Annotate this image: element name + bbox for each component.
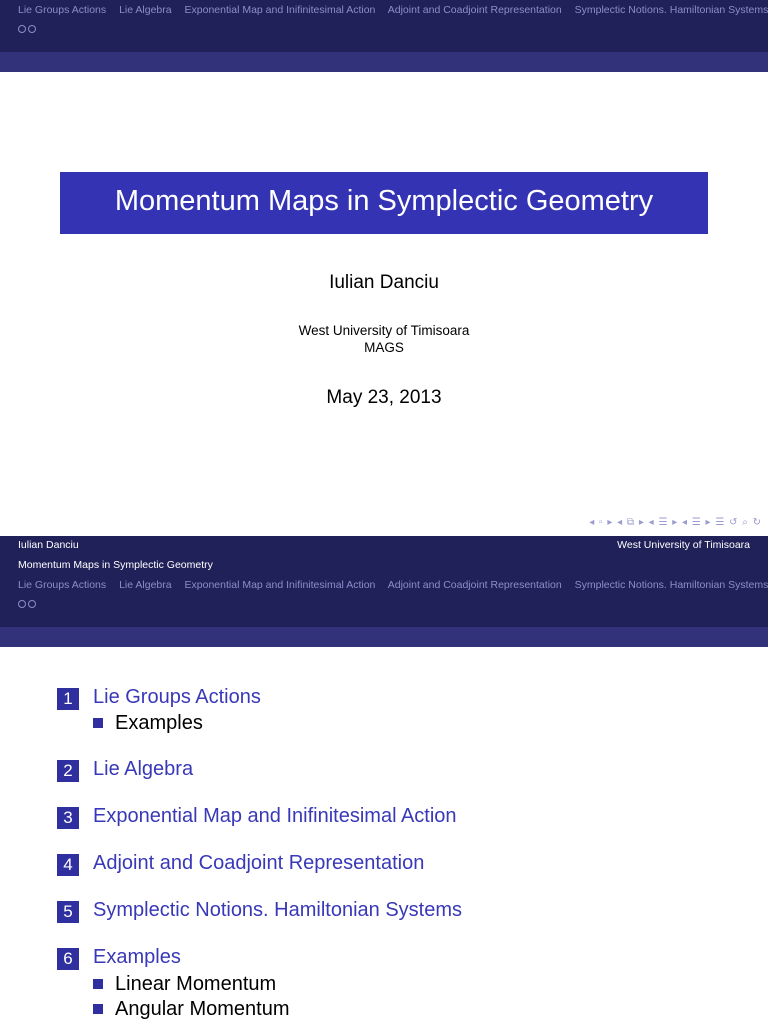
footer-title: Momentum Maps in Symplectic Geometry bbox=[18, 559, 213, 571]
footer-institution: West University of Timisoara bbox=[617, 539, 750, 551]
date: May 23, 2013 bbox=[326, 387, 442, 408]
slide-title: Momentum Maps in Symplectic Geometry bbox=[60, 172, 708, 234]
bullet-square-icon bbox=[93, 1004, 103, 1014]
nav-section-4[interactable]: Adjoint and Coadjoint Representation bbox=[387, 579, 562, 591]
toc-number: 2 bbox=[57, 760, 79, 782]
author: Iulian Danciu bbox=[329, 272, 439, 293]
footer-bar bbox=[0, 536, 768, 555]
nav-section-3[interactable]: Exponential Map and Inifinitesimal Action bbox=[184, 4, 376, 16]
bullet-square-icon bbox=[93, 979, 103, 989]
frame-dots[interactable] bbox=[18, 20, 42, 28]
slide2-nav-bar bbox=[0, 555, 768, 627]
toc-item-exponential-map[interactable]: Exponential Map and Inifinitesimal Action bbox=[93, 805, 457, 827]
toc-number: 5 bbox=[57, 901, 79, 923]
toc-subitem-linear-momentum[interactable] bbox=[93, 973, 276, 996]
toc-item-symplectic[interactable]: Symplectic Notions. Hamiltonian Systems bbox=[93, 899, 463, 921]
group: MAGS bbox=[364, 340, 404, 355]
section-nav bbox=[18, 4, 768, 16]
toc-subitem-examples[interactable] bbox=[93, 712, 203, 735]
slide2-header-band bbox=[0, 627, 768, 647]
beamer-navigation-symbols[interactable]: ◂ ▫ ▸ ◂ ⧉ ▸ ◂ ☰ ▸ ◂ ☰ ▸ ☰ ↺ ⌕ ↻ bbox=[589, 517, 762, 528]
bullet-square-icon bbox=[93, 718, 103, 728]
toc-subitem-label: Examples bbox=[115, 712, 203, 734]
toc-item-lie-groups-actions[interactable]: Lie Groups Actions bbox=[93, 686, 261, 708]
nav-section-5[interactable]: Symplectic Notions. Hamiltonian Systems bbox=[574, 4, 768, 16]
toc-number: 3 bbox=[57, 807, 79, 829]
toc-item-adjoint[interactable]: Adjoint and Coadjoint Representation bbox=[93, 852, 425, 874]
nav-section-2[interactable]: Lie Algebra bbox=[119, 579, 172, 591]
toc-number: 4 bbox=[57, 854, 79, 876]
toc-subitem-label: Angular Momentum bbox=[115, 998, 290, 1020]
toc-subitem-label: Linear Momentum bbox=[115, 973, 277, 995]
toc-number: 1 bbox=[57, 688, 79, 710]
section-nav-2 bbox=[18, 579, 768, 591]
toc-item-lie-algebra[interactable]: Lie Algebra bbox=[93, 758, 194, 780]
nav-section-5[interactable]: Symplectic Notions. Hamiltonian Systems bbox=[574, 579, 768, 591]
institution: West University of Timisoara bbox=[298, 323, 470, 338]
nav-section-1[interactable]: Lie Groups Actions bbox=[18, 4, 107, 16]
footer-author: Iulian Danciu bbox=[18, 539, 79, 551]
nav-section-1[interactable]: Lie Groups Actions bbox=[18, 579, 107, 591]
slide1-nav-bar bbox=[0, 0, 768, 52]
frame-dots[interactable] bbox=[18, 595, 42, 603]
slide1-header-band bbox=[0, 52, 768, 72]
toc-subitem-angular-momentum[interactable] bbox=[93, 998, 290, 1021]
toc-item-examples[interactable]: Examples bbox=[93, 946, 181, 968]
nav-section-2[interactable]: Lie Algebra bbox=[119, 4, 172, 16]
toc-number: 6 bbox=[57, 948, 79, 970]
nav-section-4[interactable]: Adjoint and Coadjoint Representation bbox=[387, 4, 562, 16]
nav-section-3[interactable]: Exponential Map and Inifinitesimal Action bbox=[184, 579, 376, 591]
